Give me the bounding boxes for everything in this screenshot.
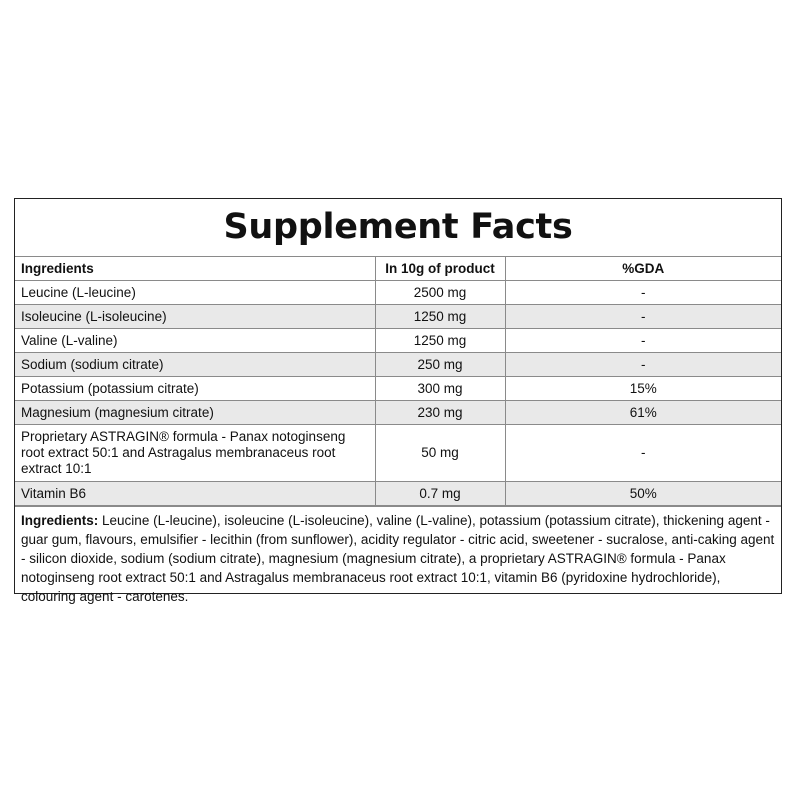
ingredient-amount: 300 mg bbox=[375, 377, 505, 401]
ingredient-amount: 1250 mg bbox=[375, 329, 505, 353]
ingredient-name: Isoleucine (L-isoleucine) bbox=[15, 305, 375, 329]
ingredient-gda: - bbox=[505, 353, 781, 377]
header-gda: %GDA bbox=[505, 257, 781, 281]
table-row bbox=[15, 305, 781, 329]
ingredient-amount: 0.7 mg bbox=[375, 482, 505, 506]
ingredient-name: Magnesium (magnesium citrate) bbox=[15, 401, 375, 425]
ingredient-gda: 15% bbox=[505, 377, 781, 401]
ingredient-gda: 50% bbox=[505, 482, 781, 506]
table-row bbox=[15, 401, 781, 425]
ingredient-name: Proprietary ASTRAGIN® formula - Panax notoginseng root extract 50:1 and Astragalus membranaceus root extract 10:1 bbox=[15, 425, 375, 482]
ingredient-amount: 250 mg bbox=[375, 353, 505, 377]
ingredients-text: Leucine (L-leucine), isoleucine (L-isoleucine), valine (L-valine), potassium (potassium citrate), thickening agent - guar gum, flavours, emulsifier - lecithin (from sunflower), acidity regulator - citric acid, sweetener - sucralose, anti-caking agent - silicon dioxide, sodium (sodium citrate), magnesium (magnesium citrate), a proprietary ASTRAGIN® formula - Panax notoginseng root extract 50:1 and Astragalus membranaceus root extract 10:1, vitamin B6 (pyridoxine hydrochloride), colouring agent - carotenes. bbox=[21, 513, 775, 604]
ingredient-amount: 230 mg bbox=[375, 401, 505, 425]
ingredient-gda: 61% bbox=[505, 401, 781, 425]
ingredient-name: Valine (L-valine) bbox=[15, 329, 375, 353]
ingredient-gda: - bbox=[505, 305, 781, 329]
ingredient-name: Vitamin B6 bbox=[15, 482, 375, 506]
header-ingredients: Ingredients bbox=[15, 257, 375, 281]
table-header-row bbox=[15, 257, 781, 281]
ingredient-name: Sodium (sodium citrate) bbox=[15, 353, 375, 377]
ingredient-gda: - bbox=[505, 281, 781, 305]
ingredient-amount: 2500 mg bbox=[375, 281, 505, 305]
table-row bbox=[15, 425, 781, 482]
ingredient-name: Leucine (L-leucine) bbox=[15, 281, 375, 305]
table-row bbox=[15, 482, 781, 506]
panel-title: Supplement Facts bbox=[223, 207, 573, 247]
ingredient-amount: 1250 mg bbox=[375, 305, 505, 329]
nutrition-table bbox=[15, 256, 781, 506]
table-row bbox=[15, 377, 781, 401]
table-row bbox=[15, 329, 781, 353]
ingredients-label: Ingredients: bbox=[21, 513, 99, 528]
ingredient-gda: - bbox=[505, 425, 781, 482]
table-row bbox=[15, 281, 781, 305]
ingredients-section bbox=[15, 506, 781, 606]
ingredient-gda: - bbox=[505, 329, 781, 353]
table-row bbox=[15, 353, 781, 377]
supplement-facts-panel bbox=[14, 198, 782, 604]
ingredient-name: Potassium (potassium citrate) bbox=[15, 377, 375, 401]
ingredient-amount: 50 mg bbox=[375, 425, 505, 482]
header-amount: In 10g of product bbox=[375, 257, 505, 281]
